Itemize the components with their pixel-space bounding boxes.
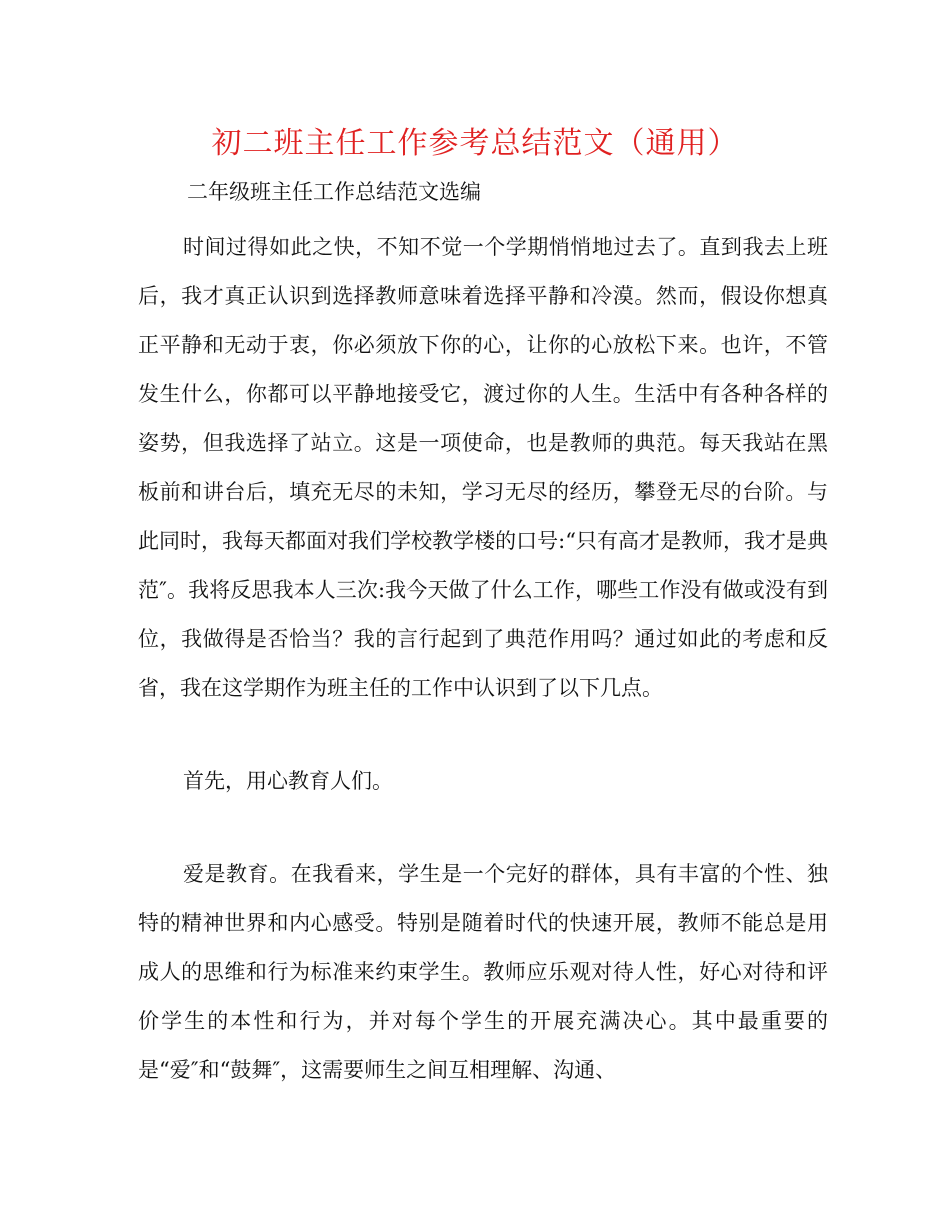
paragraph-section-heading: 首先，用心教育人们。 <box>183 769 393 793</box>
paragraph-love-education: 爱是教育。在我看来，学生是一个完好的群体，具有丰富的个性、独特的精神世界和内心感受。特别是随着时代的快速开展，教师不能总是用成人的思维和行为标准来约束学生。教师应乐观对待人性，好心对待和评价学生的本性和行为，并对每个学生的开展充满决心。其中最重要的是“爱″和“鼓舞″，这需要师生之间互相理解、沟通、 <box>138 862 828 1082</box>
document-subtitle: 二年级班主任工作总结范文选编 <box>187 180 481 204</box>
paragraph-reflection: 时间过得如此之快，不知不觉一个学期悄悄地过去了。直到我去上班后，我才真正认识到选择教师意味着选择平静和冷漠。然而，假设你想真正平静和无动于衷，你必须放下你的心，让你的心放松下来。也许，不管发生什么，你都可以平静地接受它，渡过你的人生。生活中有各种各样的姿势，但我选择了站立。这是一项使命，也是教师的典范。每天我站在黑板前和讲台后，填充无尽的未知，学习无尽的经历，攀登无尽的台阶。与此同时，我每天都面对我们学校教学楼的口号:“只有高才是教师，我才是典范″。我将反思我本人三次:我今天做了什么工作，哪些工作没有做或没有到位，我做得是否恰当？我的言行起到了典范作用吗？通过如此的考虑和反省，我在这学期作为班主任的工作中认识到了以下几点。 <box>138 235 828 700</box>
document-title: 初二班主任工作参考总结范文（通用） <box>211 126 739 161</box>
